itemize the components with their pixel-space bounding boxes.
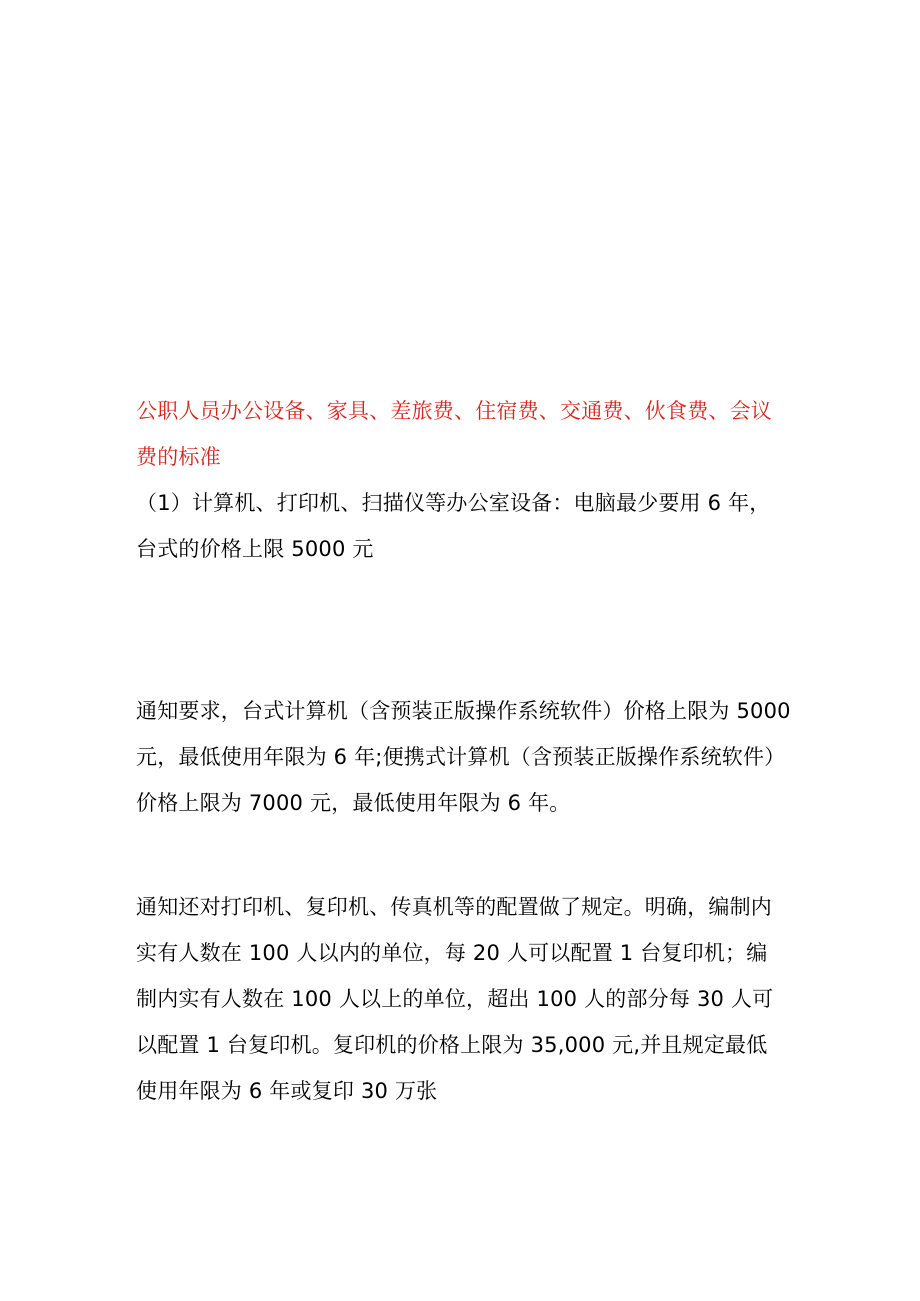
document-content [136,388,796,1114]
paragraph-line: 通知还对打印机、复印机、传真机等的配置做了规定。明确，编制内 [136,895,772,919]
paragraph-line: （1）计算机、打印机、扫描仪等办公室设备：电脑最少要用 6 年， [136,491,771,515]
blank-space [136,826,796,884]
title-line: 费的标准 [136,445,221,469]
document-title [136,388,796,480]
paragraph-computer-price-limit [136,688,796,826]
paragraph-line: 实有人数在 100 人以内的单位，每 20 人可以配置 1 台复印机；编 [136,941,768,965]
paragraph-line: 通知要求，台式计算机（含预装正版操作系统软件）价格上限为 5000 [136,699,791,723]
paragraph-line: 制内实有人数在 100 人以上的单位，超出 100 人的部分每 30 人可 [136,987,774,1011]
section-equipment-standard [136,480,796,572]
paragraph-line: 以配置 1 台复印机。复印机的价格上限为 35,000 元,并且规定最低 [136,1033,768,1057]
title-line: 公职人员办公设备、家具、差旅费、住宿费、交通费、伙食费、会议 [136,399,772,423]
paragraph-line: 价格上限为 7000 元，最低使用年限为 6 年。 [136,791,571,815]
paragraph-line: 元，最低使用年限为 6 年;便携式计算机（含预装正版操作系统软件） [136,745,786,769]
paragraph-line: 使用年限为 6 年或复印 30 万张 [136,1079,438,1103]
paragraph-line: 台式的价格上限 5000 元 [136,537,374,561]
paragraph-copier-configuration [136,884,796,1114]
blank-space [136,572,796,688]
